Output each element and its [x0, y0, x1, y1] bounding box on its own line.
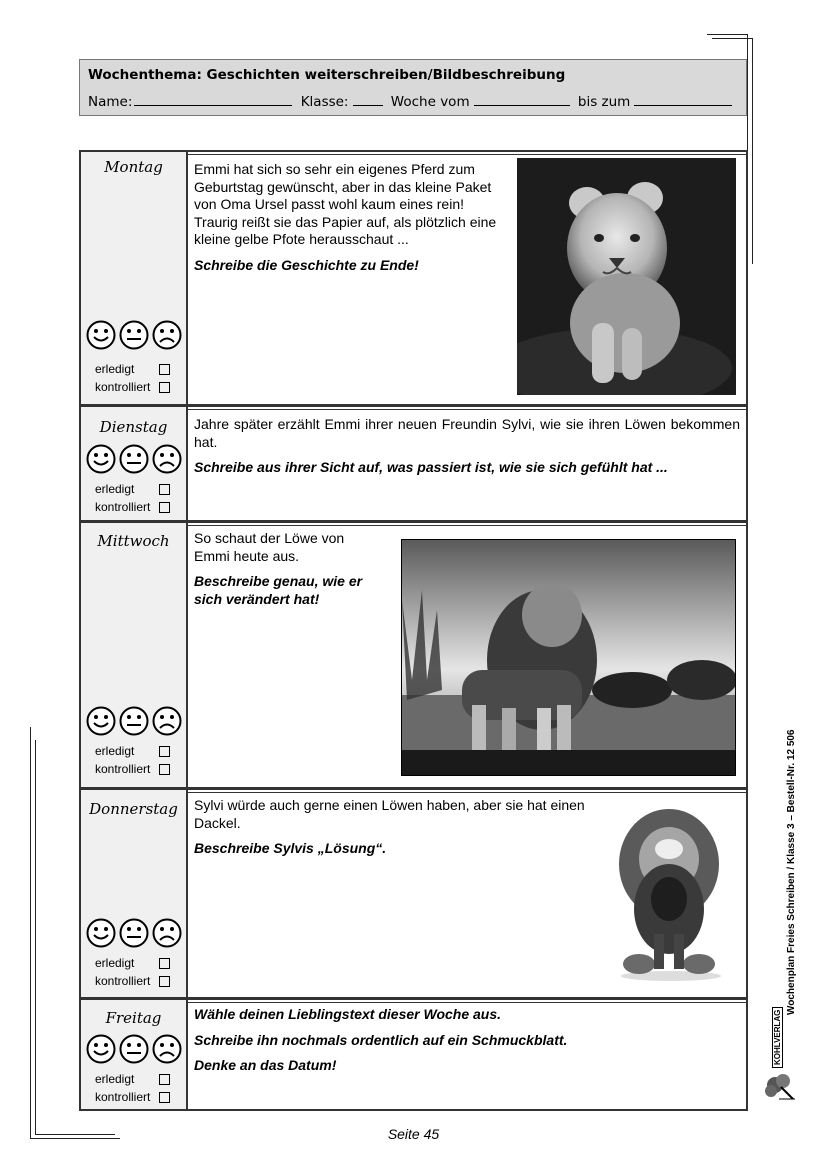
class-label: Klasse: [300, 94, 349, 110]
adult-lion-photo [401, 539, 736, 776]
class-field[interactable] [353, 94, 383, 106]
checked-checkbox[interactable] [159, 1092, 170, 1103]
happy-smiley-icon[interactable] [86, 918, 116, 948]
day-content [194, 161, 506, 274]
story-text: Jahre später erzählt Emmi ihrer neuen Freundin Sylvi, wie sie ihren Löwen bekommen hat. [194, 416, 740, 450]
done-checkbox[interactable] [159, 746, 170, 757]
checked-label: kontrolliert [95, 500, 151, 514]
day-name: Freitag [105, 1009, 162, 1027]
name-field[interactable] [134, 94, 292, 106]
day-row-donnerstag [79, 788, 748, 999]
until-field[interactable] [634, 94, 732, 106]
week-from-field[interactable] [474, 94, 570, 106]
task-text: Schreibe die Geschichte zu Ende! [194, 256, 419, 273]
checked-label: kontrolliert [95, 974, 151, 988]
day-row-dienstag [79, 405, 748, 522]
story-text: Emmi hat sich so sehr ein eigenes Pferd zum Geburtstag gewünscht, aber in das kleine Paket von Oma Ursel passt wohl kaum eines rein! [194, 161, 492, 212]
neutral-smiley-icon[interactable] [119, 1034, 149, 1064]
publisher-name: KOHLVERLAG [773, 1009, 782, 1065]
day-content [194, 797, 594, 858]
checked-checkbox[interactable] [159, 382, 170, 393]
checked-checkbox[interactable] [159, 764, 170, 775]
task-text: Denke an das Datum! [194, 1057, 337, 1073]
sad-smiley-icon[interactable] [152, 706, 182, 736]
checked-checkbox-row[interactable] [95, 498, 150, 516]
done-label: erledigt [95, 744, 135, 758]
day-content [194, 1006, 734, 1075]
checked-label: kontrolliert [95, 762, 151, 776]
header-fields [88, 94, 736, 110]
sad-smiley-icon[interactable] [152, 320, 182, 350]
rating-smileys [86, 1034, 182, 1066]
done-checkbox-row[interactable] [95, 360, 134, 378]
neutral-smiley-icon[interactable] [119, 918, 149, 948]
done-label: erledigt [95, 482, 135, 496]
corner-line [707, 34, 747, 35]
page-number: Seite 45 [387, 1126, 440, 1142]
done-checkbox[interactable] [159, 484, 170, 495]
done-label: erledigt [95, 362, 135, 376]
done-checkbox-row[interactable] [95, 480, 134, 498]
lion-cub-photo [517, 158, 736, 395]
day-name: Montag [104, 158, 163, 176]
side-info-text: Wochenplan Freies Schreiben / Klasse 3 – Bestell-Nr. 12 506 [786, 729, 797, 1015]
happy-smiley-icon[interactable] [86, 320, 116, 350]
checked-checkbox-row[interactable] [95, 378, 150, 396]
corner-line [752, 38, 753, 264]
done-checkbox[interactable] [159, 1074, 170, 1085]
rating-smileys [86, 444, 182, 476]
checked-checkbox-row[interactable] [95, 1088, 150, 1106]
story-text: So schaut der Löwe von Emmi heute aus. [194, 530, 345, 564]
header-box [79, 59, 747, 116]
checked-checkbox-row[interactable] [95, 760, 150, 778]
done-label: erledigt [95, 956, 135, 970]
sad-smiley-icon[interactable] [152, 918, 182, 948]
done-label: erledigt [95, 1072, 135, 1086]
done-checkbox[interactable] [159, 958, 170, 969]
done-checkbox-row[interactable] [95, 1070, 134, 1088]
corner-line [712, 38, 752, 39]
day-row-freitag [79, 998, 748, 1111]
task-text: Beschreibe genau, wie er sich verändert hat! [194, 573, 363, 607]
checked-checkbox[interactable] [159, 502, 170, 513]
done-checkbox[interactable] [159, 364, 170, 375]
day-name: Dienstag [99, 418, 168, 436]
checked-checkbox-row[interactable] [95, 972, 150, 990]
until-label: bis zum [577, 94, 631, 110]
day-content [194, 416, 740, 477]
task-text: Schreibe aus ihrer Sicht auf, was passiert ist, wie sie sich gefühlt hat ... [194, 459, 668, 475]
day-column [81, 407, 188, 520]
page-title: Wochenthema: Geschichten weiterschreiben/Bildbeschreibung [88, 67, 566, 83]
day-name: Donnerstag [89, 800, 178, 818]
side-info [786, 730, 797, 1016]
corner-line [30, 727, 31, 1138]
day-column [81, 152, 188, 404]
day-name: Mittwoch [97, 532, 170, 550]
name-label: Name: [88, 94, 133, 110]
done-checkbox-row[interactable] [95, 742, 134, 760]
done-checkbox-row[interactable] [95, 954, 134, 972]
rating-smileys [86, 918, 182, 950]
story-text: Sylvi würde auch gerne einen Löwen haben, aber sie hat einen Dackel. [194, 797, 585, 831]
rating-smileys [86, 320, 182, 352]
neutral-smiley-icon[interactable] [119, 444, 149, 474]
day-column [81, 790, 188, 997]
rating-smileys [86, 706, 182, 738]
sad-smiley-icon[interactable] [152, 1034, 182, 1064]
checked-checkbox[interactable] [159, 976, 170, 987]
day-column [81, 1000, 188, 1109]
day-column [81, 523, 188, 787]
sad-smiley-icon[interactable] [152, 444, 182, 474]
dog-in-lion-costume-photo [609, 804, 729, 982]
task-text: Beschreibe Sylvis „Lösung“. [194, 840, 387, 856]
happy-smiley-icon[interactable] [86, 444, 116, 474]
neutral-smiley-icon[interactable] [119, 320, 149, 350]
publisher-tree-icon [763, 1073, 797, 1101]
day-content [194, 530, 379, 608]
day-row-montag [79, 150, 748, 406]
day-row-mittwoch [79, 521, 748, 789]
story-text: Traurig reißt sie das Papier auf, als plötzlich eine kleine gelbe Pfote herausschaut ... [194, 213, 497, 247]
task-text: Schreibe ihn nochmals ordentlich auf ein Schmuckblatt. [194, 1031, 568, 1048]
checked-label: kontrolliert [95, 380, 151, 394]
publisher-logo [772, 1007, 783, 1068]
task-text: Wähle deinen Lieblingstext dieser Woche aus. [194, 1006, 502, 1022]
checked-label: kontrolliert [95, 1090, 151, 1104]
corner-line [35, 740, 36, 1134]
happy-smiley-icon[interactable] [86, 1034, 116, 1064]
week-from-label: Woche vom [390, 94, 470, 110]
neutral-smiley-icon[interactable] [119, 706, 149, 736]
happy-smiley-icon[interactable] [86, 706, 116, 736]
